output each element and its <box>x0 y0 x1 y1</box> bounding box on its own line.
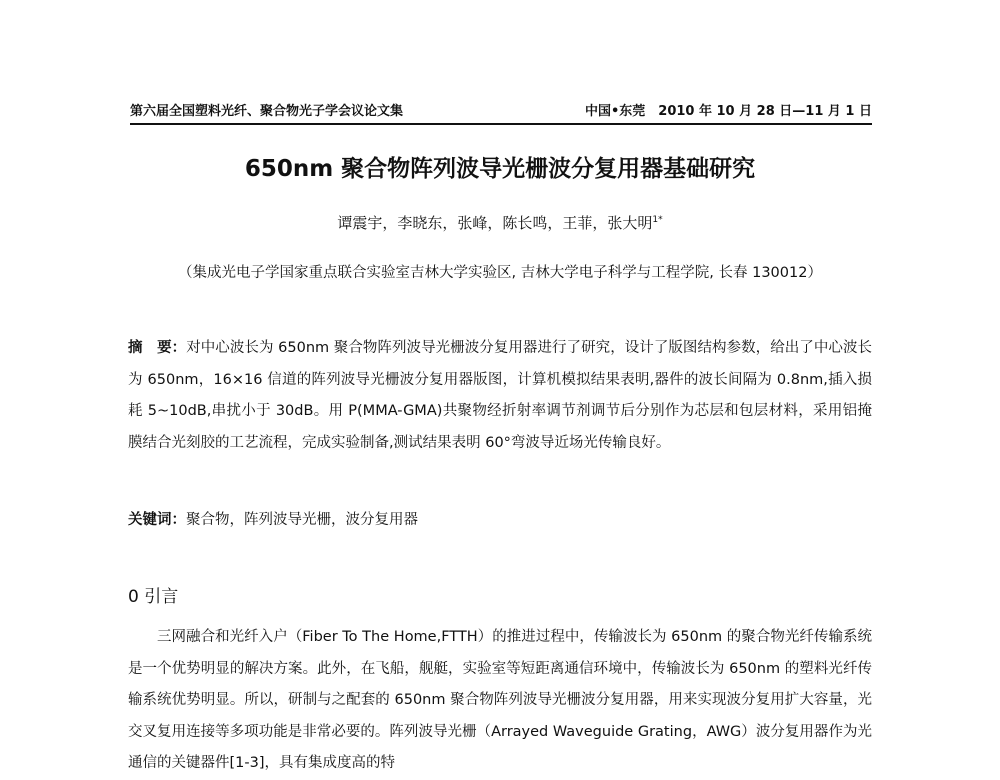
keywords-label: 关键词： <box>128 512 186 528</box>
abstract-text: 对中心波长为 650nm 聚合物阵列波导光栅波分复用器进行了研究，设计了版图结构参数，给出了中心波长为 650nm，16×16 信道的阵列波导光栅波分复用器版图，计算机模拟结果表明,器件的波长间隔为 0.8nm,插入损耗 5~10dB,串扰小于 30dB。用 P(MMA-GMA)共聚物经折射率调节剂调节后分别作为芯层和包层材料，采用铝掩膜结合光刻胶的工艺流程，完成实验制备,测试结果表明 60°弯波导近场光传输良好。 <box>128 340 872 451</box>
author-superscript: 1* <box>652 215 663 225</box>
header-left: 第六届全国塑料光纤、聚合物光子学会议论文集 <box>130 104 404 119</box>
running-header <box>130 100 872 125</box>
abstract-label: 摘 要： <box>128 340 187 356</box>
keywords-text: 聚合物，阵列波导光栅，波分复用器 <box>186 512 418 528</box>
paper-title: 650nm 聚合物阵列波导光栅波分复用器基础研究 <box>244 156 756 182</box>
keywords <box>128 508 872 529</box>
affiliation-text: （集成光电子学国家重点联合实验室吉林大学实验区, 吉林大学电子科学与工程学院, 长春 130012） <box>178 265 822 281</box>
section-heading-introduction: 0 引言 <box>128 587 179 607</box>
author-names: 谭震宇，李晓东，张峰，陈长鸣，王菲，张大明 <box>337 214 653 232</box>
affiliation <box>0 258 1000 288</box>
abstract <box>128 333 872 459</box>
header-right: 中国•东莞 2010 年 10 月 28 日—11 月 1 日 <box>584 104 872 119</box>
author-list <box>0 212 1000 233</box>
intro-paragraph: 三网融合和光纤入户（Fiber To The Home,FTTH）的推进过程中，传输波长为 650nm 的聚合物光纤传输系统是一个优势明显的解决方案。此外，在飞船，舰艇，实验室等短距离通信环境中，传输波长为 650nm 的塑料光纤传输系统优势明显。所以，研制与之配套的 650nm 聚合物阵列波导光栅波分复用器，用来实现波分复用扩大容量，光交叉复用连接等多项功能是非常必要的。阵列波导光栅（Arrayed Waveguide Grating，AWG）波分复用器作为光通信的关键器件[1-3]，具有集成度高的特 <box>128 629 872 771</box>
